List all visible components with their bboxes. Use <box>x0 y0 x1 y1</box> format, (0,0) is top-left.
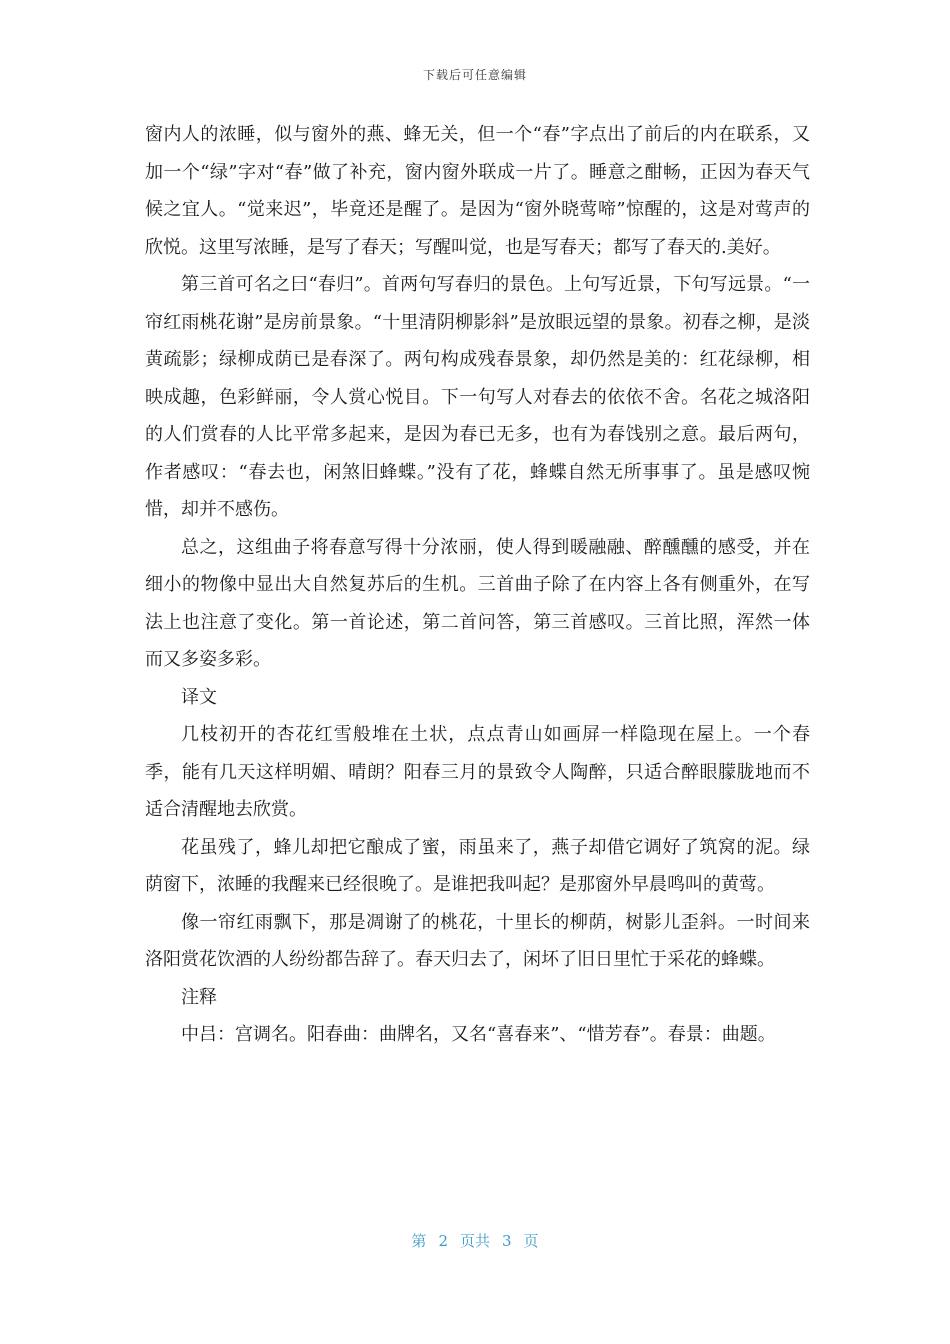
footer-middle: 页共 <box>459 1232 490 1250</box>
document-body <box>145 116 810 1054</box>
footer-prefix: 第 <box>411 1232 427 1250</box>
paragraph-6: 像一帘红雨飘下，那是凋谢了的桃花，十里长的柳荫，树影儿歪斜。一时间来洛阳赏花饮酒的人纷纷都告辞了。春天归去了，闲坏了旧日里忙于采花的蜂蝶。 <box>145 911 810 970</box>
footer-total-pages: 3 <box>502 1232 512 1250</box>
heading-notes: 注释 <box>181 986 217 1008</box>
paragraph-1: 窗内人的浓睡，似与窗外的燕、蜂无关，但一个“春”字点出了前后的内在联系，又加一个“绿”字对“春”做了补充，窗内窗外联成一片了。睡意之酣畅，正因为春天气候之宜人。“觉来迟”，毕竟还是醒了。是因为“窗外晓莺啼”惊醒的，这是对莺声的欣悦。这里写浓睡，是写了春天；写醒叫觉，也是写春天；都写了春天的.美好。 <box>145 124 810 258</box>
footer-suffix: 页 <box>523 1232 539 1250</box>
paragraph-2: 第三首可名之曰“春归”。首两句写春归的景色。上句写近景，下句写远景。“一帘红雨桃花谢”是房前景象。“十里清阴柳影斜”是放眼远望的景象。初春之柳，是淡黄疏影；绿柳成荫已是春深了。两句构成残春景象，却仍然是美的：红花绿柳，相映成趣，色彩鲜丽，令人赏心悦目。下一句写人对春去的依依不舍。名花之城洛阳的人们赏春的人比平常多起来，是因为春已无多，也有为春饯别之意。最后两句，作者感叹：“春去也，闲煞旧蜂蝶。”没有了花，蜂蝶自然无所事事了。虽是感叹惋惜，却并不感伤。 <box>145 274 810 520</box>
page-number-footer <box>0 1230 950 1251</box>
footer-current-page: 2 <box>438 1232 448 1250</box>
paragraph-7: 中吕：宫调名。阳春曲：曲牌名，又名“喜春来”、“惜芳春”。春景：曲题。 <box>181 1024 776 1045</box>
paragraph-3: 总之，这组曲子将春意写得十分浓丽，使人得到暖融融、醉醺醺的感受，并在细小的物像中显出大自然复苏后的生机。三首曲子除了在内容上各有侧重外，在写法上也注意了变化。第一首论述，第二首问答，第三首感叹。三首比照，浑然一体而又多姿多彩。 <box>145 536 810 670</box>
heading-translation: 译文 <box>181 686 217 708</box>
paragraph-4: 几枝初开的杏花红雪般堆在土状，点点青山如画屏一样隐现在屋上。一个春季，能有几天这样明媚、晴朗？阳春三月的景致令人陶醉，只适合醉眼朦胧地而不适合清醒地去欣赏。 <box>145 724 810 820</box>
paragraph-5: 花虽残了，蜂儿却把它酿成了蜜，雨虽来了，燕子却借它调好了筑窝的泥。绿荫窗下，浓睡的我醒来已经很晚了。是谁把我叫起？是那窗外早晨鸣叫的黄莺。 <box>145 836 810 895</box>
page-header-note: 下载后可任意编辑 <box>422 68 527 82</box>
